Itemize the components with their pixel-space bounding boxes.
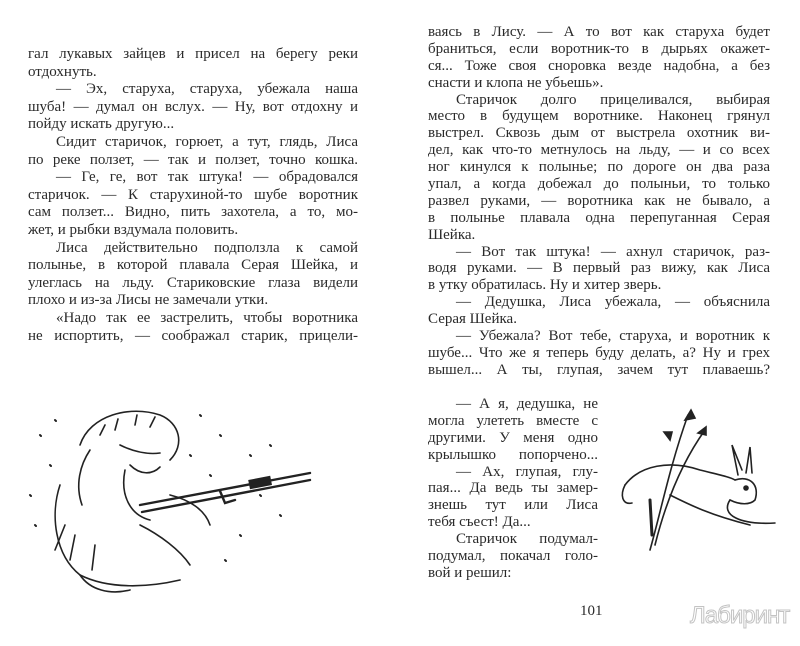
text-line: — Дедушка, Лиса убежала, — объяснила: [456, 294, 770, 311]
text-line: знешь тут или Лиса: [428, 497, 598, 514]
labirint-watermark-logo: Лабиринт: [690, 602, 790, 629]
text-line: плохо и из-за Лисы не замечали утки.: [28, 292, 269, 309]
text-line: жет, и рыбки вздумала половить.: [28, 221, 239, 238]
text-line: по реке ползет, — так и ползет, точно кошка.: [28, 151, 358, 168]
text-line: — Ге, ге, вот так штука! — обрадовался: [56, 169, 358, 186]
text-line: Лиса действительно подползла к самой: [56, 239, 358, 256]
text-line: вой и решил:: [428, 564, 512, 581]
text-line: развел руками, — воротника как не бывало, а: [428, 192, 770, 209]
hunter-figure: [55, 411, 210, 592]
text-line: вышел... А ты, глупая, зачем тут плаваешь?: [428, 361, 770, 378]
text-line: сам ползет... Видно, пить захотела, а то, мо-: [28, 204, 358, 221]
left-page-text: [28, 46, 358, 345]
text-line: другими. У меня одно: [428, 429, 598, 446]
text-line: браниться, если воротник-то в дырьях окажет-: [428, 40, 770, 57]
text-line: — Эх, старуха, старуха, убежала наша: [56, 81, 358, 98]
text-line: в полынье плавала одна перепуганная Серая: [428, 209, 770, 226]
text-line: упал, а когда добежал до полыньи, то только: [428, 176, 770, 193]
text-line: старичок. — К старухиной-то шубе воротник: [28, 186, 358, 203]
text-line: ног кинулся к полынье; по дороге он два раза: [428, 159, 770, 176]
page-number: 101: [580, 603, 603, 619]
text-line: крылышко попорчено...: [428, 446, 598, 463]
text-line: не испортить, — соображал старик, прицели-: [28, 327, 358, 344]
text-line: дел, как что-то метнулось на льду, — и со всех: [428, 142, 770, 159]
text-line: могла улететь вместе с: [428, 412, 598, 429]
hare: [622, 445, 775, 525]
snow-dots: [30, 415, 281, 561]
text-line: Сидит старичок, горюет, а тут, глядь, Лиса: [56, 133, 358, 150]
text-line: место в будущем воротнике. Наконец грянул: [428, 108, 770, 125]
text-line: тебя съест! Да...: [428, 514, 531, 531]
hare-illustration: [610, 405, 780, 555]
text-line: шуба! — думал он вслух. — Ну, вот отдохну и: [28, 98, 358, 115]
text-line: Старичок подумал-: [456, 531, 598, 548]
right-page-text: [428, 24, 770, 379]
reed-stalk: [650, 410, 706, 550]
text-line: — А я, дедушка, не: [456, 396, 598, 412]
text-line: — Вот так штука! — ахнул старичок, раз-: [456, 243, 770, 260]
text-line: ваясь в Лису. — А то вот как старуха будет: [428, 24, 770, 40]
old-man-hunter-illustration: [20, 375, 350, 605]
text-line: полынье, в которой плавала Серая Шейка, и: [28, 257, 358, 274]
text-line: — Ах, глупая, глу-: [456, 463, 598, 480]
text-line: пойду искать другую...: [28, 116, 175, 133]
text-line: гал лукавых зайцев и присел на берегу реки: [28, 46, 358, 62]
text-line: в утку обратилась. Ну и хитер зверь.: [428, 277, 662, 294]
text-line: водя руками. — В первый раз вижу, как Лиса: [428, 260, 770, 277]
text-line: выстрел. Сквозь дым от выстрела охотник ви-: [428, 125, 770, 142]
text-line: Шейка.: [428, 226, 476, 243]
text-line: — Убежала? Вот тебе, старуха, и воротник к: [456, 328, 770, 345]
text-line: отдохнуть.: [28, 63, 97, 80]
rifle: [140, 473, 310, 512]
text-line: Серая Шейка.: [428, 311, 517, 328]
text-line: Старичок долго прицеливался, выбирая: [456, 91, 770, 108]
text-line: снасти и клопа не убьешь».: [428, 74, 604, 91]
text-line: ся... Тоже своя сноровка везде надобна, а без: [428, 57, 770, 74]
right-page-narrow-text: [428, 396, 598, 582]
text-line: улеглась на льду. Стариковские глаза видели: [28, 274, 358, 291]
text-line: подумал, покачал голо-: [428, 548, 598, 565]
text-line: шубе... Что же я теперь буду делать, а? Ну и грех: [428, 344, 770, 361]
text-line: «Надо так ее застрелить, чтобы воротника: [56, 309, 358, 326]
text-line: пая... Да ведь ты замер-: [428, 480, 598, 497]
